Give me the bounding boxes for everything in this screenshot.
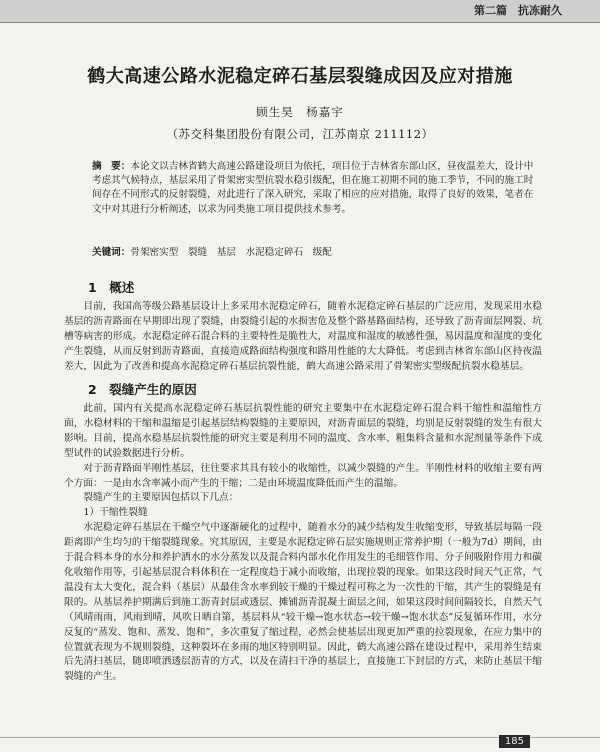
section-heading-causes: 2 裂缝产生的原因 <box>88 382 197 397</box>
paragraph: 水泥稳定碎石基层在干燥空气中逐渐硬化的过程中，随着水分的减少结构发生收缩变形，导致基层每隔一段距离即产生均匀的干缩裂缝现象。究其原因，主要是水泥稳定碎石层实施规则正常养护期（一般为7d）期间，由于混合料本身的水分和养护洒水的水分蒸发以及混合料内部水化作用发生的毛细管作用、分子间吸附作用力和碳化收缩作用等，引起基层混合料体积在一定程度趋于减小而收缩，出现拉裂的现象。如果这段时间天气正常，气温没有太大变化，混合料（基层）从最佳含水率到较干燥的干燥过程可称之为一次性的干缩，其产生的裂缝是有限的。从基层养护期满后到施工沥青封层或透层、摊铺沥青混凝土面层之间，如果这段时间间隔较长，自然天气（风晴雨雨，风雨到晴，风吹日晒自第，基层料从“较干燥→饱水状态→较干燥→饱水状态”反复循环作用，水分反复的“蒸发、饱和、蒸发、饱和”，多次重复了缩过程，必然会使基层出现更加严重的拉裂现象，在应力集中的位置就表现为不规则裂缝，这种裂坏在多雨的地区特别明显。因此，鹤大高速公路在建设过程中，采用养生结束后先清扫基层，随即喷洒透层沥青的方式，以及在清扫干净的基层上，直接施工下封层的方式，来防止基层干缩裂缝的产生。 <box>64 522 542 683</box>
paragraph: 对于沥青路面半刚性基层，往往要求其具有较小的收缩性，以减少裂缝的产生。半刚性材料的收缩主要有两个方面：一是由水含率减小而产生的干缩；二是由环境温度降低而产生的温缩。 <box>64 462 542 489</box>
paper-authors: 顾生昊 杨嘉宇 <box>256 105 344 119</box>
running-header <box>0 0 600 23</box>
page-number: 185 <box>499 735 530 748</box>
paragraph: 目前，我国高等级公路基层设计上多采用水泥稳定碎石，随着水泥稳定碎石基层的广泛应用，发现采用水稳基层的沥青路面在早期即出现了裂缝，由裂缝引起的水损害危及整个路基路面结构，还导致了沥青面层网裂、坑槽等病害的形成。水泥稳定碎石混合料的主要特性是脆性大，对温度和湿度的敏感性强，易因温度和湿度的变化产生裂缝，从而反射到沥青路面，直接造成路面结构强度和路用性能的大大降低。考虑到吉林省东部山区持夜温差大，因此为了改善和提高水泥稳定碎石基层抗裂性能，鹤大高速公路采用了骨架密实型级配抗裂水稳基层。 <box>64 301 542 372</box>
abstract-label: 摘 要： <box>92 161 131 172</box>
abstract <box>92 160 540 217</box>
abstract-text: 本论文以吉林省鹤大高速公路建设项目为依托，项目位于吉林省东部山区，昼夜温差大，设计中考虑其气候特点，基层采用了骨架密实型抗裂水稳引级配，但在施工初期不同的施工季节，不同的施工时间存在不同形式的反射裂缝，对此进行了深入研究，采取了相应的应对措施，取得了良好的效果，笔者在文中对其进行分析阐述，以求为同类施工项目提供技术参考。 <box>92 161 534 215</box>
paper-title: 鹤大高速公路水泥稳定碎石基层裂缝成因及应对措施 <box>87 66 513 87</box>
keywords-label: 关键词： <box>92 247 131 258</box>
subheading: 1）干缩性裂缝 <box>83 507 148 519</box>
paragraph: 裂缝产生的主要原因包括以下几点： <box>83 492 239 504</box>
paragraph: 此前，国内有关提高水泥稳定碎石基层抗裂性能的研究主要集中在水泥稳定碎石混合料干缩性和温缩性方面，水稳材料的干缩和温缩是引起基层结构裂缝的主要原因，对沥青面层的裂缝，均别是反射裂缝的发生有很大影响。目前，提高水稳基层抗裂性能的研究主要是利用不同的温度、含水率、粗集料含量和水泥剂量等条件下成型试件的试验数据进行分析。 <box>64 403 542 459</box>
keywords-text: 骨架密实型 裂缝 基层 水泥稳定碎石 级配 <box>130 247 332 258</box>
section-body-causes <box>64 402 542 685</box>
keywords <box>92 246 540 260</box>
section-tag: 第二篇 抗冻耐久 <box>474 4 562 17</box>
section-heading-overview: 1 概述 <box>88 280 135 295</box>
paper-affiliation: （苏交科集团股份有限公司，江苏南京 211112） <box>166 127 434 141</box>
section-body-overview <box>64 300 542 375</box>
